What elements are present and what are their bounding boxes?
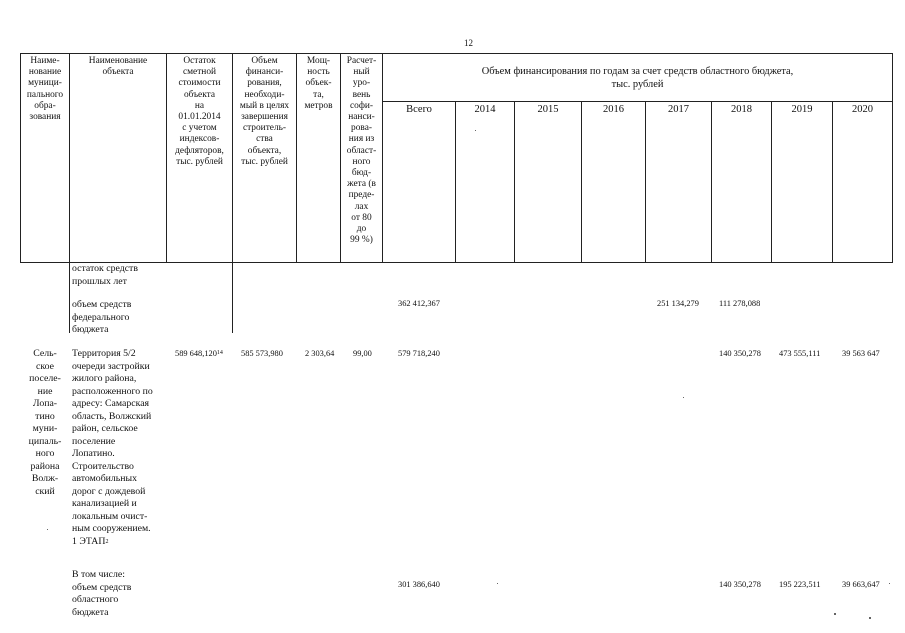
header-object-name: Наименование объекта [88, 56, 148, 78]
header-cofinancing-level: Расчет- ный уро- вень софи- нанси- рова- ния из област- ного бюд- жета (в преде- лах от 80 до 99 %) [346, 56, 377, 246]
federal-budget-label: объем средств федерального бюджета [72, 299, 132, 335]
regional-2019: 195 223,511 [779, 580, 821, 589]
object-footnote: 2 [105, 538, 109, 545]
lopatino-2020: 39 563 647 [842, 349, 880, 358]
scan-speck [475, 130, 476, 131]
scan-speck [834, 613, 836, 615]
scan-speck [497, 583, 498, 584]
header-year-2017: 2017 [668, 104, 689, 115]
header-year-2020: 2020 [852, 104, 873, 115]
header-municipality: Наиме- нование муници- пального обра- зования [26, 56, 64, 123]
regional-budget-label: В том числе: объем средств областного бюджета [72, 569, 132, 618]
regional-2020: 39 663,647 [842, 580, 880, 589]
remaining-cost-footnote: 14 [216, 350, 223, 356]
page-number: 12 [464, 38, 473, 48]
municipality-name: Сель- ское поселе- ние Лопа- тино муни- ципаль- ного района Волж- ский [28, 348, 62, 497]
header-by-year-title: Объем финансирования по годам за счет средств областного бюджета, тыс. рублей [481, 66, 794, 90]
regional-total: 301 386,640 [398, 580, 440, 589]
federal-2017: 251 134,279 [657, 299, 699, 308]
header-capacity: Мощ- ность объек- та, метров [304, 56, 333, 111]
lopatino-2018: 140 350,278 [719, 349, 761, 358]
lopatino-total: 579 718,240 [398, 349, 440, 358]
header-remaining-cost: Остаток сметной стоимости объекта на 01.01.2014 с учетом индексов- дефляторов, тыс. рублей [175, 56, 224, 167]
regional-2018: 140 350,278 [719, 580, 761, 589]
capacity-value: 2 303,64 [305, 349, 335, 358]
object-description: Территория 5/2 очереди застройки жилого района, расположенного по адресу: Самарская область, Волжский район, сельское поселение Лопатино. Строительство автомобильных дорог с дождевой канализацией и локальным очист- ным сооружением. 1 ЭТАП$^2$ [72, 348, 153, 547]
leftover-funds-label: остаток средств прошлых лет [72, 263, 138, 287]
scan-speck [889, 583, 890, 584]
header-year-2014: 2014 [474, 104, 496, 115]
lopatino-2019: 473 555,111 [779, 349, 821, 358]
header-year-2015: 2015 [537, 104, 559, 115]
cofinancing-value: 99,00 [353, 349, 372, 358]
header-year-2016: 2016 [603, 104, 624, 115]
remaining-cost: 589 648,120$^{14}$ [175, 349, 223, 358]
financing-volume: 585 573,980 [241, 349, 283, 358]
federal-2018: 111 278,088 [719, 299, 761, 308]
scan-speck [47, 529, 48, 530]
scan-speck [869, 617, 871, 619]
header-financing-volume: Объем финанси- рования, необходи- мый в целях завершения строитель- ства объекта, тыс. рублей [239, 56, 290, 167]
header-year-2019: 2019 [791, 104, 813, 115]
scan-speck [683, 397, 684, 398]
header-year-2018: 2018 [731, 104, 752, 115]
federal-total: 362 412,367 [398, 299, 440, 308]
header-total: Всего [406, 104, 432, 115]
